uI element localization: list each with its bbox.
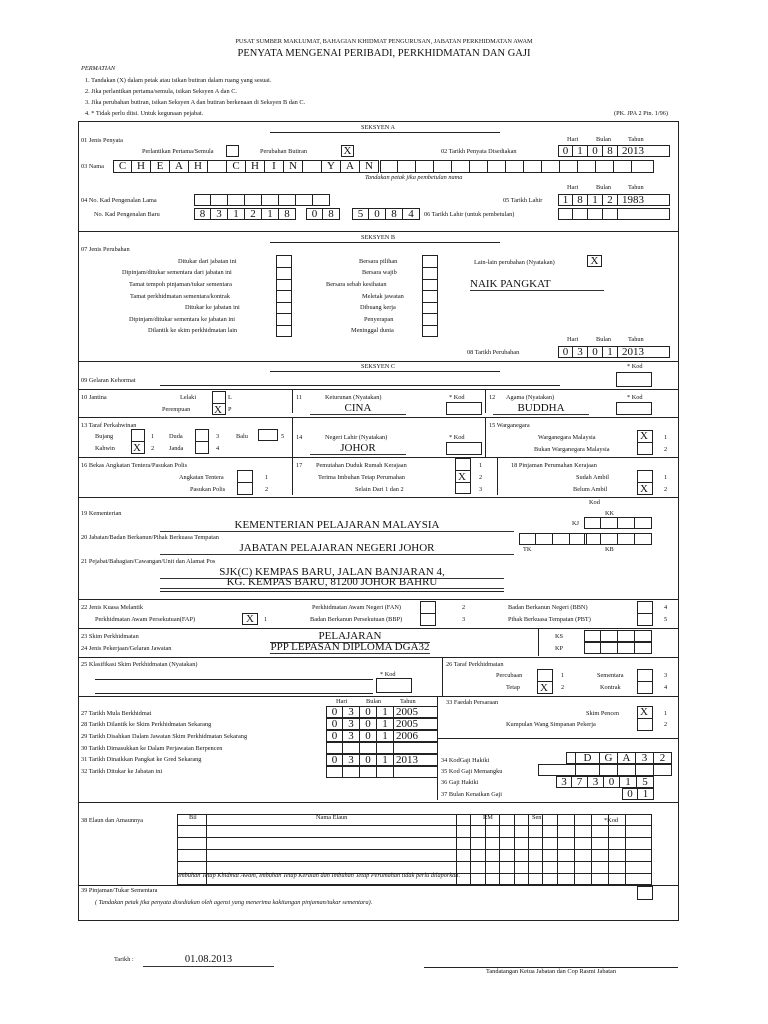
f17c-label: Selain Dari 1 dan 2 (355, 486, 404, 493)
tetap-mark: X (540, 682, 548, 694)
nama-cells[interactable]: C H E A H C H I N Y A N (113, 160, 379, 173)
field-11-label: 11 (296, 394, 303, 401)
f17-mark: X (458, 471, 466, 483)
sementara-label: Sementara (597, 672, 624, 679)
field-39-label: 39 Pinjaman/Tukar Sementara (81, 887, 158, 894)
bbn-label: Badan Berkanun Negeri (BBN) (508, 604, 588, 611)
field-10-label: 10 Jantina (81, 394, 107, 401)
kj-cells[interactable] (584, 517, 652, 529)
balu-checkbox[interactable] (258, 429, 278, 441)
code-3: 3 (664, 672, 668, 679)
pinjaman-tukar-checkbox[interactable] (637, 886, 653, 900)
janda-label: Janda (169, 445, 184, 452)
jabatan-value[interactable]: JABATAN PELAJARAN NEGERI JOHOR (160, 542, 514, 555)
tahun-label-2: Tahun (628, 184, 644, 191)
date-32-cells[interactable] (326, 766, 438, 778)
field-26-label: 26 Taraf Perkhidmatan (446, 661, 504, 668)
perubahan-option: Meninggal dunia (351, 327, 394, 334)
hari-label-3: Hari (567, 336, 579, 343)
kp-baru-cells-c[interactable]: 5 0 8 4 (352, 208, 420, 220)
kod-header: Kod (589, 499, 600, 506)
elaun-note: Imbuhan Tetap Khidmat Awam, Imbuhan Tetap Keraian dan Imbuhan Tetap Perumahan tidak perlu dilaporkan. (178, 872, 461, 879)
field-36-label: 36 Gaji Hakiki (441, 779, 479, 786)
kod-label: * Kod (449, 434, 465, 441)
hari-label-4: Hari (336, 698, 348, 705)
code-3: 3 (479, 486, 483, 493)
kp-label: KP (555, 645, 564, 652)
field-13-label: 13 Taraf Perkahwinan (81, 422, 137, 429)
tarikh-lahir-cells[interactable]: 1 8 1 2 1983 (558, 194, 670, 206)
tetap-label: Tetap (506, 684, 520, 691)
perubahan-option: Dilantik ke skim perkhidmatan lain (148, 327, 238, 334)
instruction-4: 4. * Tidak perlu diisi. Untuk kegunaan pejabat. (85, 110, 204, 117)
kwsp-label: Kumpulan Wang Simpanan Pekerja (506, 721, 596, 728)
p-code: P (228, 406, 232, 413)
polis-label: Pasukan Polis (190, 486, 226, 493)
kp-baru-label: No. Kad Pengenalan Baru (94, 211, 160, 218)
sen-header: Sen (532, 814, 542, 821)
field-18-label: 18 Pinjaman Perumahan Kerajaan (511, 462, 597, 469)
perlantikan-checkbox[interactable] (226, 145, 239, 157)
perubahan-option: Dibuang kerja (360, 304, 396, 311)
ks-label: KS (555, 633, 564, 640)
bulan-label-4: Bulan (366, 698, 382, 705)
kod-gaji-cells[interactable]: D G A 3 2 (566, 752, 672, 764)
code-1: 1 (664, 474, 668, 481)
tk-label: TK (523, 546, 532, 553)
kb-label: KB (605, 546, 614, 553)
field-25-label: 25 Klasifikasi Skim Perkhidmatan (Nyatakan) (81, 661, 198, 668)
field-27-label: 27 Tarikh Mula Berkhidmat (81, 710, 152, 717)
kontrak-label: Kontrak (600, 684, 621, 691)
perempuan-label: Perempuan (162, 406, 191, 413)
perubahan-option: Tamat tempoh pinjaman/tukar sementara (129, 281, 232, 288)
field-03-label: 03 Nama (81, 163, 104, 170)
lain-lain-value[interactable]: NAIK PANGKAT (470, 278, 604, 291)
code-2: 2 (479, 474, 483, 481)
instruction-2: 2. Jika perlantikan pertama/semula, isikan Seksyen A dan C. (85, 88, 237, 95)
agency-header: PUSAT SUMBER MAKLUMAT, BAHAGIAN KHIDMAT PENGURUSAN, JABATAN PERKHIDMATAN AWAM (235, 38, 533, 45)
pinjaman-mark: X (640, 483, 648, 495)
section-c-title: SEKSYEN C (360, 363, 396, 370)
kj-label: KJ (572, 520, 579, 527)
perubahan-option: Ditukar dari jabatan ini (178, 258, 237, 265)
perubahan-option: Dipinjam/ditukar sementara dari jabatan ini (122, 269, 232, 276)
field-05-label: 05 Tarikh Lahir (503, 197, 543, 204)
pencen-mark: X (640, 706, 648, 718)
alamat-line-2[interactable]: KG. KEMPAS BARU, 81200 JOHOR BAHRU (160, 576, 504, 589)
date-28-cells[interactable]: 0 3 0 1 2005 (326, 718, 438, 730)
field-12-label: 12 (489, 394, 496, 401)
field-16-label: 16 Bekas Angkatan Tentera/Pasukan Polis (81, 462, 188, 469)
field-21-label: 21 Pejabat/Bahagian/Cawangan/Unit dan Alamat Pos (81, 558, 216, 565)
kp-baru-cells-a[interactable]: 8 3 1 2 1 8 (194, 208, 296, 220)
code-1: 1 (664, 710, 668, 717)
gaji-hakiki-cells[interactable]: 3 7 3 0 1 5 (556, 776, 654, 788)
perubahan-option: Tamat perkhidmatan sementara/kontrak (130, 293, 230, 300)
field-29-label: 29 Tarikh Disahkan Dalam Jawatan Skim Perkhidmatan Sekarang (81, 733, 248, 740)
f17a-label: Pemutahan Duduk Rumah Kerajaan (316, 462, 407, 469)
section-b-title: SEKSYEN B (360, 234, 396, 241)
field-35-label: 35 Kod Gaji Memangku (441, 768, 503, 775)
kb-cells[interactable] (584, 533, 652, 545)
field-07-label: 07 Jenis Perubahan (81, 246, 130, 253)
field-38-label: 38 Elaun dan Amaunnya (81, 817, 144, 824)
date-29-cells[interactable]: 0 3 0 1 2006 (326, 730, 438, 742)
perubahan-option: Ditukar ke jabatan ini (185, 304, 240, 311)
fap-checkbox[interactable]: X (242, 613, 258, 625)
code-1: 1 (265, 474, 269, 481)
wn-mark: X (640, 430, 648, 442)
code-1: 1 (151, 433, 155, 440)
nama-extra-cells[interactable] (380, 160, 654, 173)
tahun-label-4: Tahun (400, 698, 416, 705)
bulan-label-2: Bulan (596, 184, 612, 191)
form-title: PENYATA MENGENAI PERIBADI, PERKHIDMATAN DAN GAJI (237, 48, 531, 59)
field-17-label: 17 (296, 462, 303, 469)
code-2: 2 (664, 721, 668, 728)
fan-label: Perkhidmatan Awam Negeri (FAN) (312, 604, 402, 611)
field-28-label: 28 Tarikh Dilantik ke Skim Perkhidmatan Sekarang (81, 721, 212, 728)
field-14-label: 14 (296, 434, 303, 441)
tarikh-lahir-pembetulan-cells[interactable] (558, 208, 670, 220)
lain-lain-checkbox[interactable]: X (587, 255, 602, 267)
nama-elaun-header: Nama Elaun (316, 814, 348, 821)
field-31-label: 31 Tarikh Dinaikkan Pangkat ke Gred Sekarang (81, 756, 202, 763)
perubahan-option: Bersara pilihan (359, 258, 398, 265)
perubahan-option: Dipinjam/ditukar sementara ke jabatan ini (129, 316, 235, 323)
wn-malaysia-label: Warganegara Malaysia (538, 434, 596, 441)
keturunan-label: Keturunan (Nyatakan) (325, 394, 382, 401)
perlantikan-label: Perlantikan Pertama/Semula (142, 148, 214, 155)
field-30-label: 30 Tarikh Dimasukkan ke Dalam Perjawatan Berpencen (81, 745, 223, 752)
bulan-kenaikan-cells[interactable]: 0 1 (622, 788, 654, 800)
agama-label: Agama (Nyatakan) (506, 394, 555, 401)
kementerian-value[interactable]: KEMENTERIAN PELAJARAN MALAYSIA (160, 519, 514, 532)
date-30-cells[interactable] (326, 742, 438, 754)
bulan-label-3: Bulan (596, 336, 612, 343)
lain-lain-label: Lain-lain perubahan (Nyatakan) (474, 259, 555, 266)
field-24-label: 24 Jenis Pekerjaan/Gelaran Jawatan (81, 645, 172, 652)
rm-header: RM (483, 814, 493, 821)
field-37-label: 37 Bulan Kenaikan Gaji (441, 791, 503, 798)
instruction-3: 3. Jika perubahan butiran, isikan Seksyen A dan butiran berkenaan di Seksyen B dan C. (85, 99, 306, 106)
field-39-note: ( Tandakan petak jika penyata disediakan oleh agensi yang menerima kakitangan pinjaman/tukar sementara). (95, 899, 373, 906)
field-23-label: 23 Skim Perkhidmatan (81, 633, 139, 640)
f17b-label: Terima Imbuhan Tetap Perumahan (318, 474, 405, 481)
duda-label: Duda (169, 433, 183, 440)
bil-header: Bil (189, 814, 197, 821)
kod-header-elaun: *Kod (604, 817, 618, 824)
bulan-label: Bulan (596, 136, 612, 143)
section-a-title: SEKSYEN A (360, 124, 396, 131)
agama-value[interactable]: BUDDHA (493, 402, 589, 415)
keturunan-value[interactable]: CINA (310, 402, 406, 415)
jantina-mark: X (214, 404, 222, 416)
negeri-label: Negeri Lahir (Nyatakan) (325, 434, 388, 441)
code-5: 5 (281, 433, 285, 440)
date-27-cells[interactable]: 0 3 0 1 2005 (326, 706, 438, 718)
signature-label: Tandatangan Ketua Jabatan dan Cop Rasmi Jabatan (485, 968, 616, 975)
code-3: 3 (462, 616, 466, 623)
tarikh-value[interactable]: 01.08.2013 (143, 954, 274, 967)
field-08-label: 08 Tarikh Perubahan (467, 349, 520, 356)
percubaan-label: Percubaan (496, 672, 523, 679)
bukan-wn-label: Bukan Warganegara Malaysia (534, 446, 610, 453)
field-15-label: 15 Warganegara (489, 422, 530, 429)
ks-cells[interactable] (584, 630, 652, 642)
tahun-label: Tahun (628, 136, 644, 143)
field-22-label: 22 Jenis Kuasa Melantik (81, 604, 144, 611)
alamat-line-1[interactable]: SJK(C) KEMPAS BARU, JALAN BANJARAN 4, (160, 566, 504, 579)
bujang-label: Bujang (95, 433, 114, 440)
field-34-label: 34 KodGaji Hakiki (441, 757, 490, 764)
code-1: 1 (561, 672, 565, 679)
instructions-label: PERMATIAN (81, 65, 116, 72)
kod-label: * Kod (380, 671, 396, 678)
form-number: (PK. JPA 2 Pin. 1/96) (614, 110, 669, 117)
lelaki-label: Lelaki (180, 394, 197, 401)
field-32-label: 32 Tarikh Ditukar ke Jabatan ini (81, 768, 163, 775)
field-19-label: 19 Kementerian (81, 510, 122, 517)
field-20-label: 20 Jabatan/Badan Berkanun/Pihak Berkuasa Tempatan (81, 534, 219, 541)
perubahan-option: Bersara sebab kesihatan (326, 281, 387, 288)
kp-baru-cells-b[interactable]: 0 8 (306, 208, 340, 220)
sudah-label: Sudah Ambil (576, 474, 610, 481)
perubahan-checkbox[interactable]: X (341, 145, 354, 157)
perubahan-butiran-label: Perubahan Butiran (260, 148, 308, 155)
kod-label: * Kod (627, 394, 643, 401)
skim-value[interactable]: PELAJARAN (270, 630, 430, 643)
tarikh-penyata-cells[interactable]: 0 1 0 8 2013 (558, 145, 670, 157)
code-2: 2 (265, 486, 269, 493)
bbp-label: Badan Berkanun Persekutuan (BBP) (310, 616, 403, 623)
instruction-1: 1. Tandakan (X) dalam petak atau isikan butiran dalam ruang yang sesuai. (85, 77, 272, 84)
code-4: 4 (664, 604, 668, 611)
keturunan-kod-box[interactable] (446, 402, 482, 415)
nama-note: Tandakan petak jika pembetulan nama (365, 174, 463, 181)
perubahan-option: Penyerapan (364, 316, 394, 323)
code-2: 2 (462, 604, 466, 611)
code-4: 4 (216, 445, 220, 452)
kod-gaji-memangku-cells[interactable] (538, 764, 672, 776)
kahwin-mark: X (133, 442, 141, 454)
belum-label: Belum Ambil (573, 486, 608, 493)
tk-cells[interactable] (519, 533, 587, 545)
code-1: 1 (264, 616, 268, 623)
tahun-label-3: Tahun (628, 336, 644, 343)
code-5: 5 (664, 616, 668, 623)
kp-cells[interactable] (584, 642, 652, 654)
code-2: 2 (561, 684, 565, 691)
field-04-label: 04 No. Kad Pengenalan Lama (81, 197, 157, 204)
jawatan-value[interactable]: PPP LEPASAN DIPLOMA DGA32 (270, 641, 430, 653)
code-2: 2 (664, 486, 668, 493)
fap-label: Perkhidmatan Awam Persekutuan(FAP) (95, 616, 196, 623)
field-01-label: 01 Jenis Penyata (81, 137, 123, 144)
tarikh-label: Tarikh : (114, 956, 134, 963)
field-02-label: 02 Tarikh Penyata Disediakan (441, 148, 517, 155)
field-06-label: 06 Tarikh Lahir (untuk pembetulan) (424, 211, 515, 218)
kk-label: KK (605, 510, 615, 517)
kod-label: * Kod (627, 363, 643, 370)
angkatan-label: Angkatan Tentera (179, 474, 224, 481)
perubahan-option: Bersara wajib (362, 269, 397, 276)
negeri-value[interactable]: JOHOR (310, 442, 406, 455)
pbt-label: Pihak Berkuasa Tempatan (PBT) (508, 616, 591, 623)
kod-label: * Kod (449, 394, 465, 401)
field-09-label: 09 Gelaran Kehormat (81, 377, 136, 384)
kahwin-label: Kahwin (95, 445, 115, 452)
kp-lama-cells[interactable] (194, 194, 330, 206)
code-2: 2 (664, 446, 668, 453)
klasifikasi-kod-box[interactable] (376, 678, 412, 693)
code-1: 1 (664, 434, 668, 441)
balu-label: Balu (236, 433, 248, 440)
hari-label-2: Hari (567, 184, 579, 191)
code-1: 1 (479, 462, 483, 469)
date-31-cells[interactable]: 0 3 0 1 2013 (326, 754, 438, 766)
code-2: 2 (151, 445, 155, 452)
tarikh-perubahan-cells[interactable]: 0 3 0 1 2013 (558, 346, 670, 358)
code-4: 4 (664, 684, 668, 691)
code-3: 3 (216, 433, 220, 440)
perubahan-option: Meletak jawatan (362, 293, 404, 300)
pencen-label: Skim Pencen (586, 710, 620, 717)
agama-kod-box[interactable] (616, 402, 652, 415)
gelaran-kod-box[interactable] (616, 372, 652, 387)
negeri-kod-box[interactable] (446, 442, 482, 455)
hari-label: Hari (567, 136, 579, 143)
l-code: L (228, 394, 232, 401)
field-33-label: 33 Faedah Persaraan (446, 699, 499, 706)
